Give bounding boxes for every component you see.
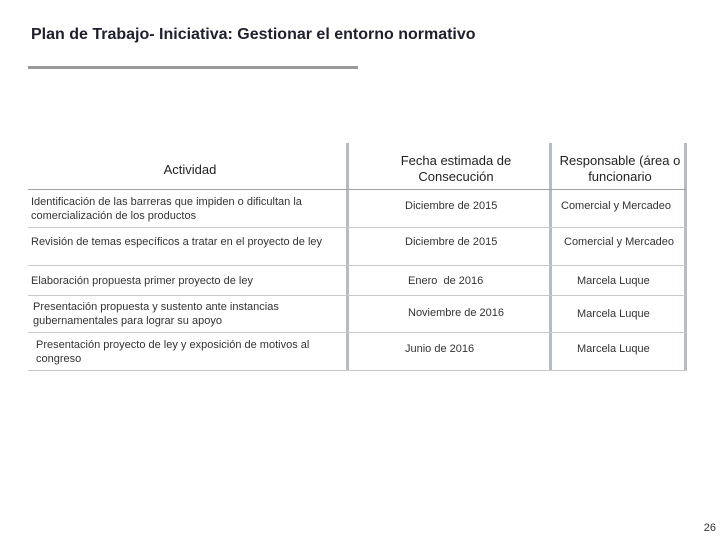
header-rule [28, 189, 686, 190]
row-1-date: Diciembre de 2015 [405, 200, 498, 212]
row-2-activity: Revisión de temas específicos a tratar en el proyecto de ley [31, 236, 323, 248]
page-number: 26 [703, 522, 716, 534]
row-5-date: Junio de 2016 [405, 343, 475, 355]
row-rule [28, 265, 686, 266]
row-2-date: Diciembre de 2015 [405, 236, 498, 248]
column-divider-date [549, 143, 552, 371]
row-2-responsible: Comercial y Mercadeo [564, 236, 675, 248]
header-activity: Actividad [163, 162, 217, 177]
header-date: Fecha estimada de Consecución [400, 153, 512, 184]
row-4-date: Noviembre de 2016 [408, 307, 505, 319]
header-responsible: Responsable (área o funcionario [559, 153, 681, 184]
page-title: Plan de Trabajo- Iniciativa: Gestionar el entorno normativo [31, 26, 476, 43]
row-1-responsible: Comercial y Mercadeo [561, 200, 672, 212]
row-rule [28, 370, 686, 371]
row-3-date: Enero de 2016 [408, 275, 484, 287]
row-3-activity: Elaboración propuesta primer proyecto de ley [31, 275, 253, 287]
row-4-responsible: Marcela Luque [577, 308, 650, 320]
row-rule [28, 227, 686, 228]
row-3-responsible: Marcela Luque [577, 275, 650, 287]
row-rule [28, 295, 686, 296]
row-1-activity: Identificación de las barreras que impiden o dificultan la comercialización de los productos [31, 196, 302, 222]
row-5-responsible: Marcela Luque [577, 343, 650, 355]
row-4-activity: Presentación propuesta y sustento ante instancias gubernamentales para lograr su apoyo [33, 301, 279, 327]
title-underline [28, 66, 358, 69]
row-rule [28, 332, 686, 333]
row-5-activity: Presentación proyecto de ley y exposición de motivos al congreso [36, 339, 310, 365]
column-divider-activity [346, 143, 349, 371]
